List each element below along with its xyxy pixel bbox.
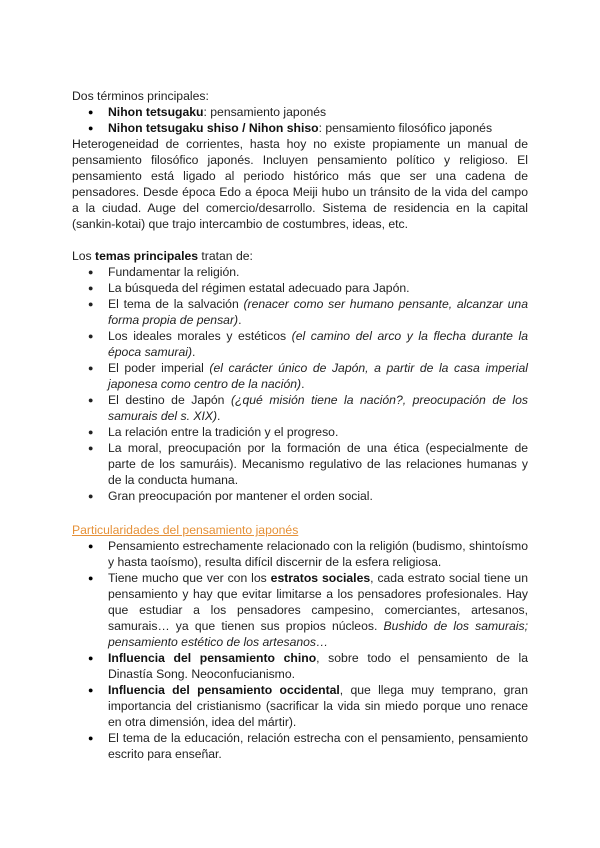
section-heading-particularities: Particularidades del pensamiento japonés [72,523,299,537]
list-item: ● Influencia del pensamiento chino, sobre todo el pensamiento de la Dinastía Song. Neoconfucianismo. [72,650,528,682]
list-item: ● Tiene mucho que ver con los estratos sociales, cada estrato social tiene un pensamiento y hay que evitar limitarse a los pensadores profesionales. Hay que estudiar a los pensadores campesino, comerciantes, artesanos, samurais… ya que tienen sus propios núcleos. Bushido de los samurais; pensamiento estético de los artesanos… [72,570,528,650]
term-definition: : pensamiento filosófico japonés [318,121,493,135]
term-name: Nihon tetsugaku shiso / Nihon shiso [108,121,319,135]
list-item: ● El destino de Japón (¿qué misión tiene la nación?, preocupación de los samurais del s. XIX). [72,392,528,424]
list-item: ● El tema de la educación, relación estrecha con el pensamiento, pensamiento escrito para enseñar. [72,730,528,762]
term-name: Nihon tetsugaku [108,105,204,119]
themes-list [72,264,528,504]
list-item: ● Los ideales morales y estéticos (el camino del arco y la flecha durante la época samurai). [72,328,528,360]
intro-heading: Dos términos principales: [72,89,209,103]
list-item: ● La búsqueda del régimen estatal adecuado para Japón. [72,280,528,296]
list-item: ● La moral, preocupación por la formación de una ética (especialmente de parte de los samuráis). Mecanismo regulativo de las relaciones humanas y de la conducta humana. [72,440,528,488]
spacer [72,232,528,248]
list-item: ● Influencia del pensamiento occidental, que llega muy temprano, gran importancia del cristianismo (sacrificar la vida sin miedo porque uno renace en otra dimensión, idea del mártir). [72,682,528,730]
document-content [72,88,528,762]
list-item: ● El tema de la salvación (renacer como ser humano pensante, alcanzar una forma propia de pensar). [72,296,528,328]
term-definition: : pensamiento japonés [203,105,327,119]
list-item: ● El poder imperial (el carácter único de Japón, a partir de la casa imperial japonesa como centro de la nación). [72,360,528,392]
list-item: ● La relación entre la tradición y el progreso. [72,424,528,440]
intro-paragraph: Heterogeneidad de corrientes, hasta hoy no existe propiamente un manual de pensamiento filosófico japonés. Incluyen pensamiento político y religioso. El pensamiento está ligado al periodo histórico más que ser una cadena de pensadores. Desde época Edo a época Meiji hubo un tránsito de la vida del campo a la ciudad. Auge del comercio/desarrollo. Sistema de residencia en la capital (sankin-kotai) que trajo intercambio de costumbres, ideas, etc. [72,137,528,231]
list-item: ● Pensamiento estrechamente relacionado con la religión (budismo, shintoísmo y hasta taoísmo), resulta difícil discernir de la esfera religiosa. [72,538,528,570]
spacer [72,504,528,520]
list-item: ● Fundamentar la religión. [72,264,528,280]
list-item [72,120,528,136]
themes-lead-bold: temas principales [95,249,199,263]
list-item: ● Gran preocupación por mantener el orden social. [72,488,528,504]
terms-list [72,104,528,136]
list-item [72,104,528,120]
themes-lead: Los temas principales tratan de: [72,249,253,263]
particularities-list [72,538,528,762]
